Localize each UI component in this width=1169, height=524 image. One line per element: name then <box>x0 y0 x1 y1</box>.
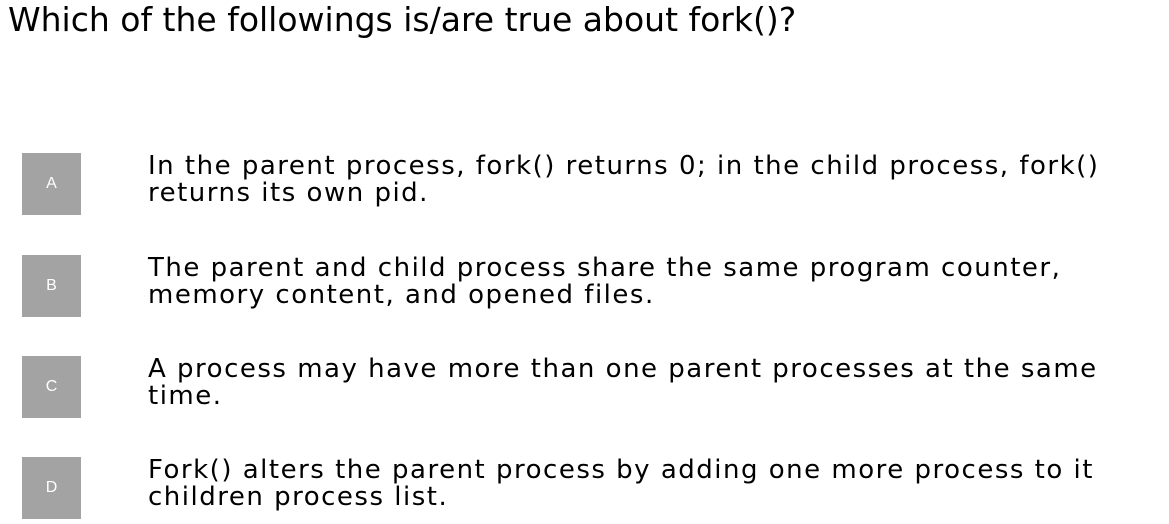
option-d[interactable] <box>22 457 1169 521</box>
option-d-text: Fork() alters the parent process by adding one more process to it children process list. <box>148 455 1094 512</box>
option-b-letter-button[interactable]: B <box>22 255 81 317</box>
option-a[interactable] <box>22 153 1169 217</box>
option-c[interactable] <box>22 356 1169 420</box>
option-b[interactable] <box>22 255 1169 319</box>
option-c-letter-button[interactable]: C <box>22 356 81 418</box>
option-a-letter-button[interactable]: A <box>22 153 81 215</box>
option-b-text: The parent and child process share the same program counter, memory content, and opened files. <box>148 253 1062 310</box>
option-d-letter-button[interactable]: D <box>22 457 81 519</box>
question-title: Which of the followings is/are true about fork()? <box>8 0 797 39</box>
option-c-text: A process may have more than one parent processes at the same time. <box>148 354 1098 411</box>
option-a-text: In the parent process, fork() returns 0; in the child process, fork() returns its own pid. <box>148 151 1100 208</box>
